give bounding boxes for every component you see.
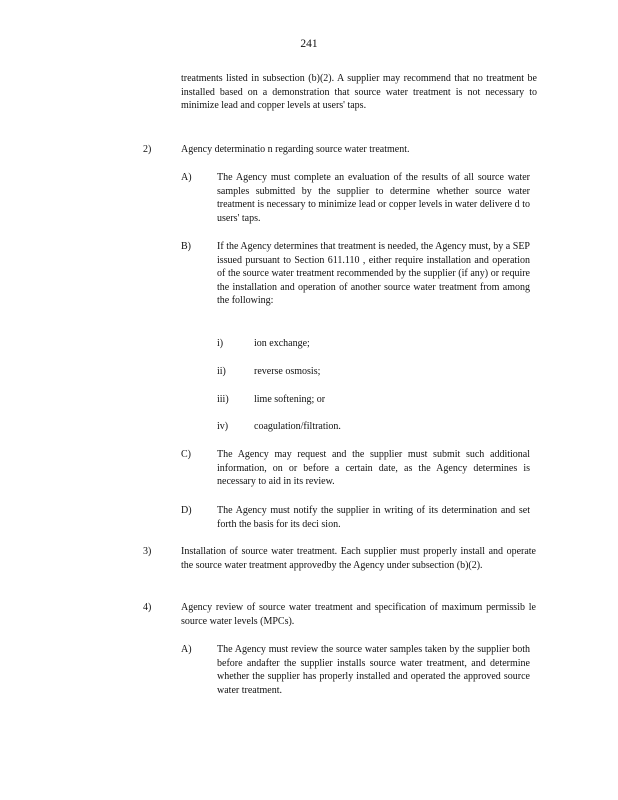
item-2d-text: The Agency must notify the supplier in writing of its determination and set forth the basis for its deci sion. [217, 505, 530, 530]
option-iv-label: iv) [217, 421, 229, 432]
page-number: 241 [300, 38, 318, 50]
item-2d-label: D) [181, 505, 192, 516]
item-2a-label: A) [181, 172, 192, 183]
item-2-text: Agency determinatio n regarding source water treatment. [181, 144, 410, 155]
option-i-text: ion exchange; [254, 338, 310, 349]
option-iii-label: iii) [217, 394, 229, 405]
option-iii-text: lime softening; or [254, 394, 326, 405]
item-2b-label: B) [181, 241, 191, 252]
option-iv-text: coagulation/filtration. [254, 421, 341, 432]
item-4a-text: The Agency must review the source water samples taken by the supplier both before andafter the supplier installs source water treatment, and determine whether the supplier has properly installed and operated the approved source water treatment. [217, 644, 530, 696]
option-ii-label: ii) [217, 366, 226, 377]
item-3-label: 3) [143, 546, 152, 557]
continuation-paragraph: treatments listed in subsection (b)(2). A supplier may recommend that no treatment be installed based on a demonstration that source water treatment is not necessary to minimize lead and copper levels at users' taps. [181, 73, 537, 112]
item-2a-text: The Agency must complete an evaluation of the results of all source water samples submitted by the supplier to determine whether source water treatment is necessary to minimize lead or copper levels in water delivere d to users' taps. [217, 172, 530, 224]
item-2-label: 2) [143, 144, 152, 155]
item-2b-text: If the Agency determines that treatment is needed, the Agency must, by a SEP issued pursuant to Section 611.110 , either require installation and operation of the source water treatment recommended by the supplier (if any) or require the installation and operation of another source water treatment from among the following: [217, 241, 530, 307]
option-i-label: i) [217, 338, 224, 349]
item-2c-label: C) [181, 449, 191, 460]
item-2c-text: The Agency may request and the supplier must submit such additional information, on or before a certain date, as the Agency determines is necessary to aid in its review. [217, 449, 530, 488]
item-4-label: 4) [143, 602, 152, 613]
item-4-text: Agency review of source water treatment and specification of maximum permissib le source water levels (MPCs). [181, 602, 536, 627]
item-4a-label: A) [181, 644, 192, 655]
item-3-text: Installation of source water treatment. Each supplier must properly install and operate the source water treatment approvedby the Agency under subsection (b)(2). [181, 546, 536, 571]
option-ii-text: reverse osmosis; [254, 366, 321, 377]
